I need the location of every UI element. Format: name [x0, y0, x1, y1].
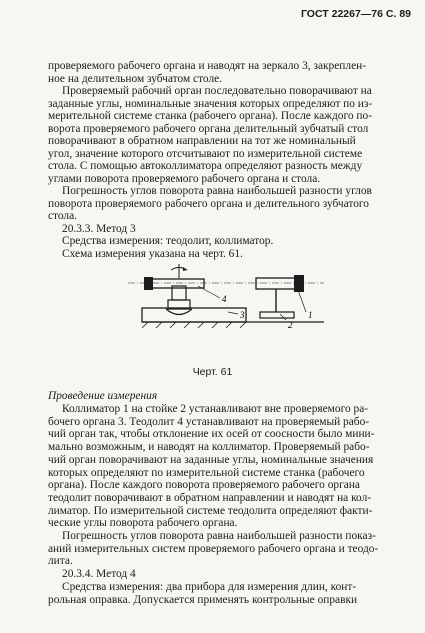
running-header: ГОСТ 22267—76 С. 89: [300, 8, 411, 20]
text-line: бочего органа 3. Теодолит 4 устанавливают на проверяемый рабо-: [48, 415, 370, 428]
text-line: Коллиматор 1 на стойке 2 устанавливают вне проверяемого ра-: [62, 403, 369, 415]
text-line: Погрешность углов поворота равна наибольшей разности углов: [62, 185, 372, 197]
collimator-tube: [256, 278, 296, 289]
text-line: чий орган поворачивают на заданные углы, номинальные значения: [48, 453, 374, 466]
section-heading: Проведение измерения: [48, 390, 158, 402]
stand-base: [260, 312, 294, 318]
text-line: угол, значение которого отсчитывают по измерительной системе: [48, 147, 363, 160]
figure-caption: Черт. 61: [192, 366, 233, 378]
text-line: лиматор. По измерительной системе теодолита определяют факти-: [48, 504, 373, 517]
text-line: мерительной системе станка (рабочего органа). После каждого по-: [48, 110, 372, 122]
text-line: Средства измерения: два прибора для измерения длин, конт-: [62, 580, 357, 593]
text-line: Средства измерения: теодолит, коллиматор.: [62, 235, 274, 247]
base-hatching: [142, 322, 246, 328]
text-line: органа). После каждого поворота проверяемого рабочего органа: [48, 479, 360, 492]
theodolite-telescope: [152, 279, 204, 288]
theodolite-eyepiece: [144, 277, 153, 290]
text-line: ческие углы поворота рабочего органа.: [48, 517, 238, 530]
collimator-head: [294, 275, 304, 292]
text-line: Схема измерения указана на черт. 61.: [62, 247, 243, 260]
text-line: 20.3.4. Метод 4: [62, 568, 136, 581]
text-line: поворачивают в обратном направлении на тот же номинальный: [48, 135, 356, 147]
text-line: проверяемого рабочего органа и наводят на зеркало 3, закреплен-: [48, 60, 367, 72]
text-line: заданные углы, номинальные значения которых определяют по из-: [48, 97, 373, 110]
text-line: поворота проверяемого рабочего органа и делительного зубчатого: [48, 197, 369, 210]
text-line: Погрешность углов поворота равна наибольшей разности показ-: [62, 530, 376, 542]
text-line: чий орган так, чтобы отклонение их осей от соосности было мини-: [48, 428, 375, 441]
figure-label: 4: [222, 294, 227, 304]
text-line: лита.: [48, 555, 73, 568]
figure-label: 1: [308, 310, 313, 320]
text-line: стола. С помощью автоколлиматора определяют разность между: [48, 160, 363, 172]
rotary-table: [142, 308, 246, 322]
text-line: рольная оправка. Допускается применять контрольные оправки: [48, 593, 358, 606]
text-line: которых определяют по измерительной системе станка (рабочего: [48, 466, 365, 479]
text-line: углами поворота проверяемого рабочего органа и стола.: [48, 172, 321, 185]
text-line: аний измерительных систем проверяемого рабочего органа и теодо-: [48, 542, 379, 555]
figure-61-diagram: [128, 262, 324, 354]
figure-label: 3: [240, 310, 245, 320]
text-line: теодолит поворачивают в обратном направлении и наводят на кол-: [48, 491, 372, 504]
text-line: ное на делительном зубчатом столе.: [48, 72, 223, 85]
text-line: Проверяемый рабочий орган последовательно поворачивают на: [62, 85, 372, 97]
text-line: ворота проверяемого рабочего органа делительный зубчатый стол: [48, 122, 369, 135]
text-line: 20.3.3. Метод 3: [62, 222, 136, 235]
text-line: стола.: [48, 210, 78, 222]
figure-label: 2: [288, 320, 293, 330]
text-line: мально возможным, и наводят на коллиматор. Проверяемый рабо-: [48, 441, 370, 454]
